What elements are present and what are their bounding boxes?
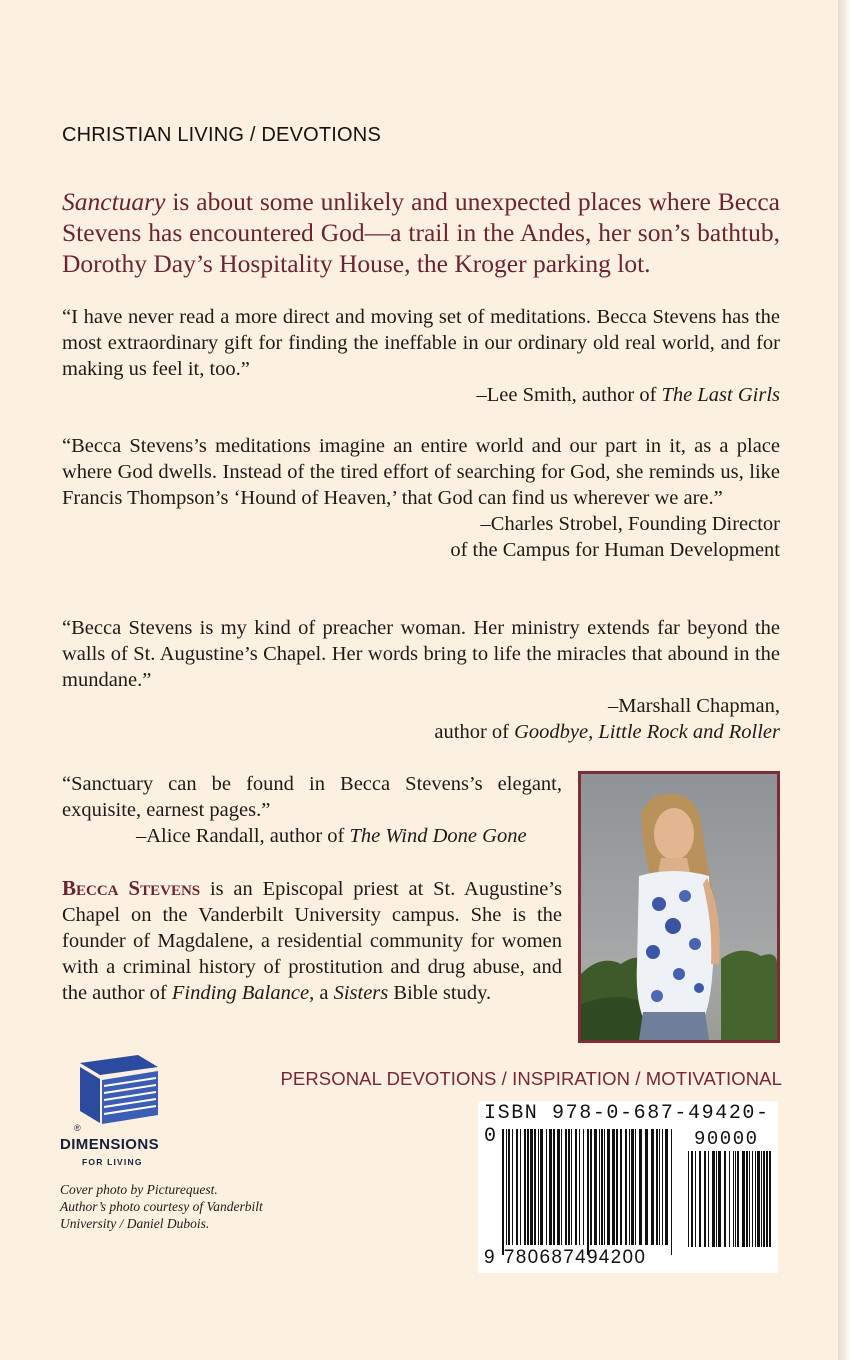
quote-attribution [62,823,562,849]
quote-attribution [62,511,780,537]
category-label: CHRISTIAN LIVING / DEVOTIONS [62,124,381,146]
bio-book-title: Finding Balance [171,982,310,1004]
endorsement-quote [62,304,780,408]
author-bio [62,875,562,1006]
lead-description [62,186,780,279]
barcode-bar [761,1151,762,1247]
barcode-bar [699,1151,701,1247]
attribution-text: author of [434,721,515,743]
barcode-bar [755,1151,756,1247]
barcode-bar [695,1151,696,1247]
credit-line: University / Daniel Dubois. [60,1216,210,1231]
publisher-subtitle: FOR LIVING [82,1157,143,1167]
price-addon-code: 90000 [694,1128,759,1150]
barcode-bar [769,1151,771,1247]
lead-text: is about some unlikely and unexpected places where Becca Stevens has encountered God—a trail in the Andes, her son’s bathtub, Dorothy Day’s Hospitality House, the Kroger parking lot. [62,187,780,278]
bio-text: is an Episcopal priest at St. Augustine’s Chapel on the Vanderbilt University campus. She is the founder of Magdalene, a residential community for women with a criminal history of prostitution and drug abuse, and the author of [62,878,562,1004]
quote-text: “Becca Stevens’s meditations imagine an entire world and our part in it, as a place where God dwells. Instead of the tired effort of searching for God, she reminds us, like Francis Thompson’s ‘Hound of Heaven,’ that God can find us wherever we are.” [62,435,780,509]
endorsement-quote [62,615,780,745]
barcode-bar [752,1151,753,1247]
credit-text: Vanderbilt [206,1199,263,1214]
endorsement-quote [62,433,780,563]
barcode-bar [691,1151,693,1247]
genre-label: PERSONAL DEVOTIONS / INSPIRATION / MOTIVATIONAL [280,1068,782,1089]
quote-attribution [62,693,780,719]
barcode-bar [735,1151,736,1247]
credit-line [60,1198,310,1215]
attribution-text: –Alice Randall, author of [136,825,350,847]
barcode-bar [737,1151,739,1247]
credit-text: Author’s photo courtesy of [60,1199,207,1214]
barcode-bar [763,1151,765,1247]
barcode-bar [716,1151,717,1247]
quote-attribution-line2 [62,537,780,563]
barcode-bar [733,1151,734,1247]
ean-right-group: 494200 [575,1247,647,1268]
book-title: Sanctuary [62,187,166,216]
publisher-name: DIMENSIONS [60,1136,160,1153]
ean-lead-digit: 9 [484,1247,496,1268]
barcode-bar [708,1151,709,1247]
attribution-text: –Charles Strobel, Founding Director [480,513,780,535]
isbn-barcode [478,1101,778,1273]
barcode-bar [712,1151,715,1247]
book-stack-icon [60,1053,170,1133]
credit-line: Cover photo by Picturequest. [60,1182,218,1197]
bio-book-title: Sisters [333,982,389,1004]
page-edge-shadow [838,0,850,1360]
isbn-label: ISBN 978-0-687-49420-0 [484,1102,770,1148]
barcode-bar [746,1151,748,1247]
ean-left-group: 780687 [503,1247,576,1268]
quote-text: “I have never read a more direct and moving set of meditations. Becca Stevens has the most extraordinary gift for finding the ineffable in our ordinary old real world, and for making us feel it, too.” [62,306,780,380]
quote-attribution-line2 [62,719,780,745]
photo-credits [60,1181,310,1232]
endorsement-quote [62,771,562,849]
publisher-logo [60,1053,190,1138]
barcode-bar [718,1151,721,1247]
barcode-bar [742,1151,745,1247]
bio-text: , a [309,982,334,1004]
ean-digits [484,1247,646,1269]
attribution-text: –Marshall Chapman, [608,695,780,717]
attribution-text: of the Campus for Human Development [450,539,780,561]
attribution-book: The Wind Done Gone [349,825,527,847]
author-photo [578,771,780,1043]
barcode-bar [757,1151,760,1247]
author-name: Becca Stevens [62,876,201,900]
barcode-bar [766,1151,768,1247]
quote-text: “Sanctuary can be found in Becca Stevens’s elegant, exquisite, earnest pages.” [62,773,562,821]
attribution-text: –Lee Smith, author of [476,384,662,406]
registered-mark: ® [74,1123,81,1133]
attribution-book: The Last Girls [661,384,780,406]
barcode-bar [704,1151,706,1247]
barcode-bar [749,1151,750,1247]
attribution-book: Goodbye, Little Rock and Roller [514,721,780,743]
bio-text: Bible study. [388,982,492,1004]
quote-attribution [62,382,780,408]
barcode-bar [729,1151,730,1247]
barcode-bar [688,1151,689,1247]
quote-text: “Becca Stevens is my kind of preacher woman. Her ministry extends far beyond the walls of St. Augustine’s Chapel. Her words bring to life the miracles that abound in the mundane.” [62,617,780,691]
barcode-bar [724,1151,726,1247]
